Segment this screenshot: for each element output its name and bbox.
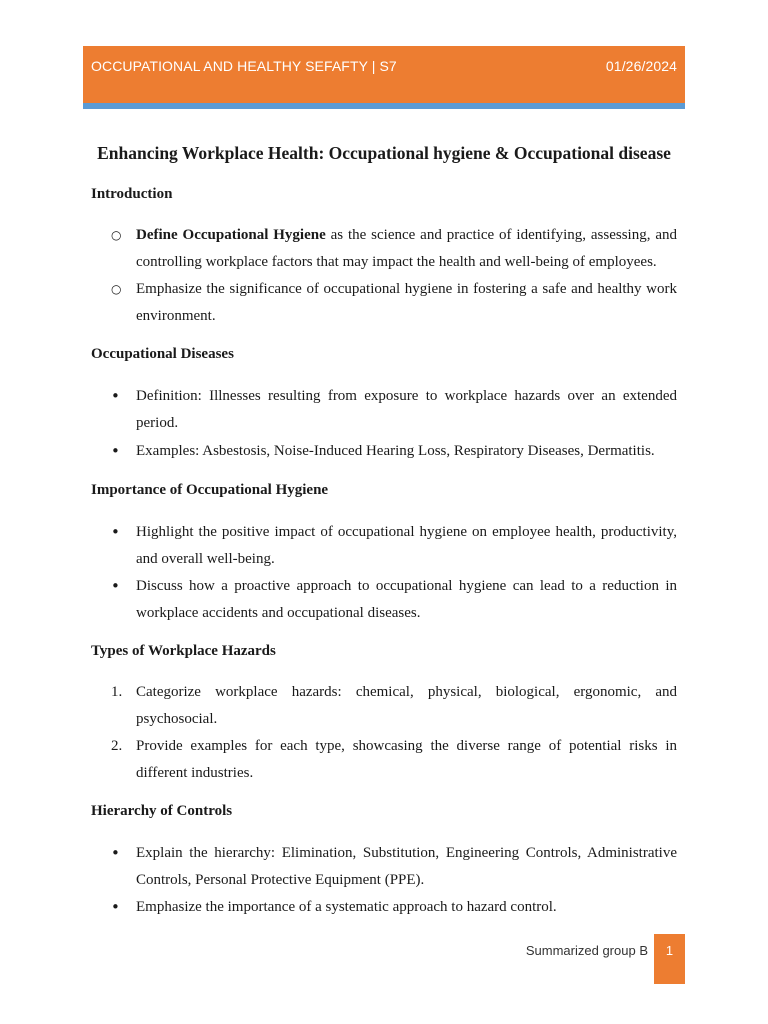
diseases-item-1: Definition: Illnesses resulting from exposure to workplace hazards over an extended period.: [136, 388, 677, 431]
bullet-icon: •: [111, 577, 120, 595]
introduction-item-1: [136, 222, 677, 276]
list-number: 2.: [111, 738, 123, 754]
introduction-item-2: Emphasize the significance of occupational hygiene in fostering a safe and healthy work environment.: [136, 281, 677, 324]
header-accent-stripe: [83, 103, 685, 109]
section-heading-importance: Importance of Occupational Hygiene: [91, 482, 329, 498]
list-number: 1.: [111, 684, 123, 700]
diseases-item-2: Examples: Asbestosis, Noise-Induced Hearing Loss, Respiratory Diseases, Dermatitis.: [136, 443, 655, 459]
bullet-icon: •: [111, 387, 120, 405]
hazards-item-1: Categorize workplace hazards: chemical, physical, biological, ergonomic, and psychosocial.: [136, 684, 677, 727]
introduction-item-1-text: as the science and practice of identifying, assessing, and controlling workplace factors that may impact the health and well-being of employees.: [136, 227, 677, 270]
page-number: 1: [665, 943, 674, 958]
section-heading-introduction: Introduction: [91, 186, 173, 202]
section-heading-controls: Hierarchy of Controls: [91, 803, 233, 819]
header-band: [83, 46, 685, 103]
importance-item-2: Discuss how a proactive approach to occupational hygiene can lead to a reduction in workplace accidents and occupational diseases.: [136, 578, 677, 621]
bullet-icon: •: [111, 898, 120, 916]
bullet-icon: •: [111, 523, 120, 541]
bullet-icon: •: [111, 442, 120, 460]
header-date: 01/26/2024: [605, 58, 677, 74]
term-bold: Define Occupational Hygiene: [136, 227, 326, 243]
hazards-item-2: Provide examples for each type, showcasing the diverse range of potential risks in different industries.: [136, 738, 677, 781]
bullet-icon: •: [111, 844, 120, 862]
footer-label: Summarized group B: [525, 943, 648, 958]
section-heading-occupational-diseases: Occupational Diseases: [91, 346, 234, 362]
section-heading-hazards: Types of Workplace Hazards: [91, 643, 276, 659]
header-course-title: OCCUPATIONAL AND HEALTHY SEFAFTY | S7: [91, 58, 397, 74]
page-number-box: [654, 934, 685, 984]
importance-item-1: Highlight the positive impact of occupational hygiene on employee health, productivity, and overall well-being.: [136, 524, 677, 567]
circle-bullet-icon: ○: [111, 282, 122, 296]
circle-bullet-icon: ○: [111, 228, 122, 242]
document-title: Enhancing Workplace Health: Occupational hygiene & Occupational disease: [97, 143, 671, 163]
controls-item-1: Explain the hierarchy: Elimination, Substitution, Engineering Controls, Administrative Controls, Personal Protective Equipment (PPE).: [136, 845, 677, 888]
controls-item-2: Emphasize the importance of a systematic approach to hazard control.: [136, 899, 557, 915]
